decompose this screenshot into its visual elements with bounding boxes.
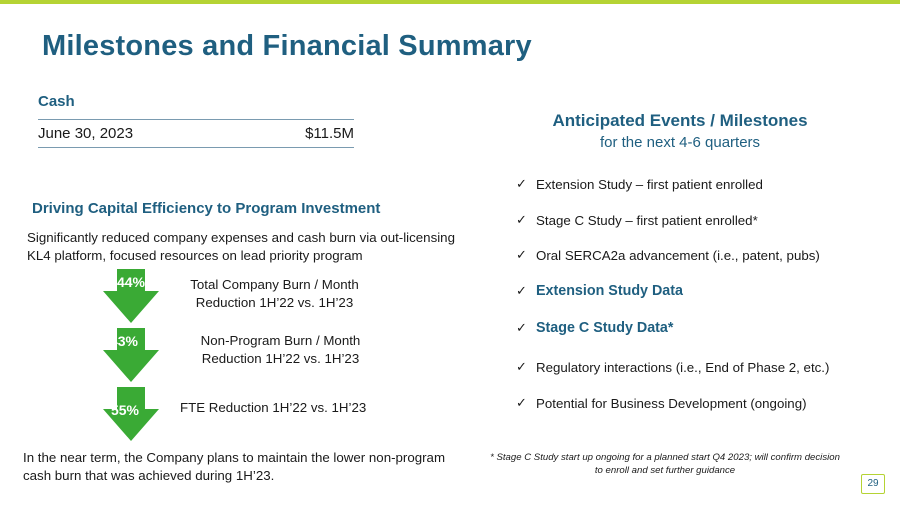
cash-date: June 30, 2023 <box>38 125 134 142</box>
events-title: Anticipated Events / Milestones <box>552 111 808 130</box>
event-text: Stage C Study – first patient enrolled* <box>536 212 758 228</box>
checkmark-icon: ✓ <box>516 212 527 227</box>
metric-percent: 55% <box>110 402 140 418</box>
event-item <box>516 283 683 299</box>
metric-percent: 43% <box>109 333 139 349</box>
metric-label <box>178 332 383 368</box>
metric-label-line2: Reduction 1H’22 vs. 1H’23 <box>201 351 360 366</box>
event-item <box>516 395 807 411</box>
accent-bar <box>0 0 900 4</box>
event-item <box>516 320 673 336</box>
metric-percent: 44% <box>116 274 146 290</box>
cash-label: Cash <box>38 93 75 110</box>
event-text: Extension Study Data <box>536 283 683 299</box>
down-arrow-icon <box>103 387 159 441</box>
checkmark-icon: ✓ <box>516 247 527 262</box>
event-item <box>516 176 763 192</box>
page-number: 29 <box>861 474 885 494</box>
checkmark-icon: ✓ <box>516 359 527 374</box>
event-item <box>516 359 829 375</box>
event-item <box>516 247 820 263</box>
efficiency-outro: In the near term, the Company plans to maintain the lower non-program cash burn that was achieved during 1H’23. <box>23 450 446 483</box>
checkmark-icon: ✓ <box>516 320 527 335</box>
metric-label <box>180 399 395 417</box>
metric-label-line1: Non-Program Burn / Month <box>200 333 361 348</box>
down-arrow-icon <box>103 328 159 382</box>
event-text: Potential for Business Development (ongoing) <box>536 395 807 411</box>
events-subtitle: for the next 4-6 quarters <box>599 134 761 151</box>
event-item <box>516 212 758 228</box>
metric-label <box>172 276 377 312</box>
event-text: Oral SERCA2a advancement (i.e., patent, pubs) <box>536 247 820 263</box>
efficiency-heading: Driving Capital Efficiency to Program Investment <box>32 200 381 217</box>
efficiency-intro: Significantly reduced company expenses and cash burn via out-licensing KL4 platform, focused resources on lead priority program <box>27 230 455 263</box>
checkmark-icon: ✓ <box>516 176 527 191</box>
checkmark-icon: ✓ <box>516 395 527 410</box>
footnote: * Stage C Study start up ongoing for a planned start Q4 2023; will confirm decision to enroll and set further guidance <box>490 452 840 476</box>
metric-label-line1: FTE Reduction 1H’22 vs. 1H’23 <box>180 400 367 415</box>
event-text: Regulatory interactions (i.e., End of Phase 2, etc.) <box>536 359 830 375</box>
checkmark-icon: ✓ <box>516 283 527 298</box>
metric-label-line1: Total Company Burn / Month <box>190 277 359 292</box>
page-title: Milestones and Financial Summary <box>42 30 532 62</box>
metric-label-line2: Reduction 1H’22 vs. 1H’23 <box>195 295 354 310</box>
event-text: Extension Study – first patient enrolled <box>536 176 763 192</box>
cash-amount: $11.5M <box>305 125 354 142</box>
cash-row <box>38 119 354 148</box>
event-text: Stage C Study Data* <box>536 320 674 336</box>
down-arrow-icon <box>103 269 159 323</box>
